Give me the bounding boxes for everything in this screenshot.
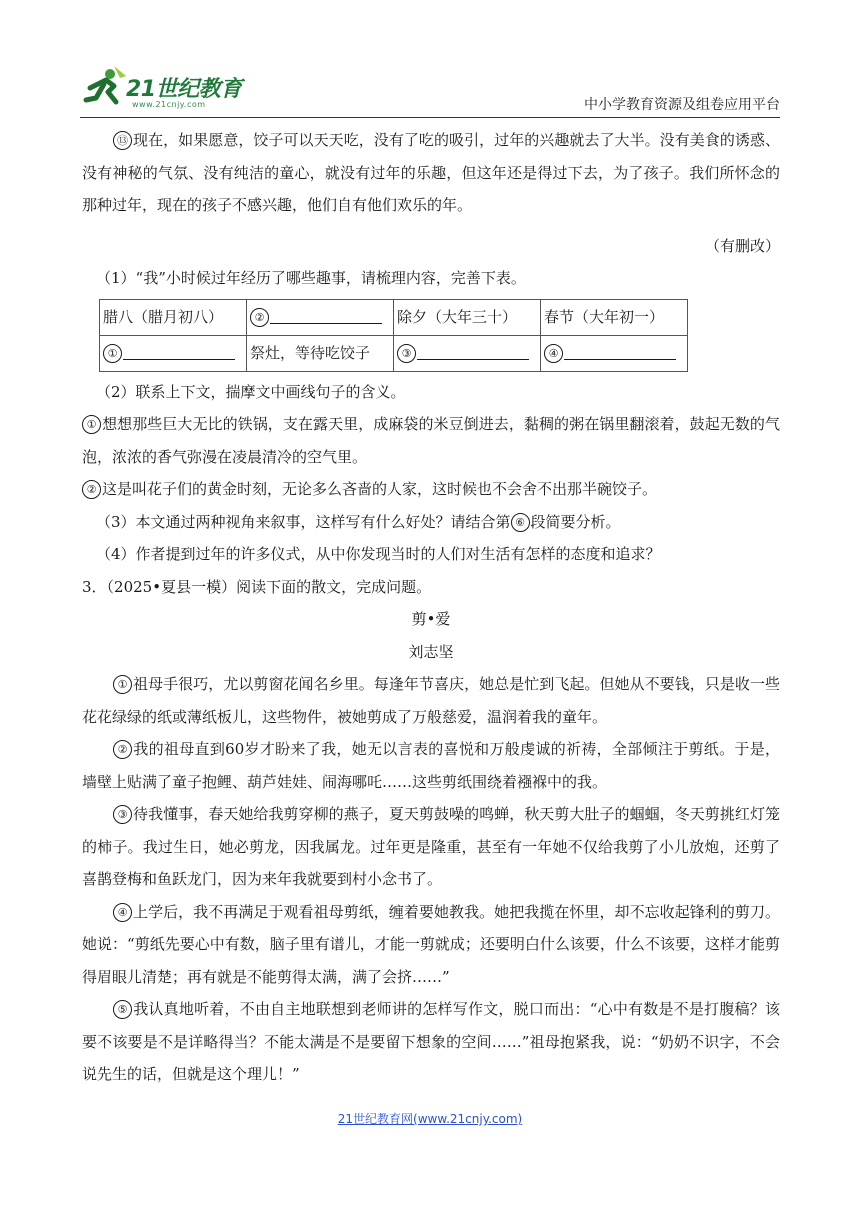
table-cell-blank[interactable] (100, 335, 247, 371)
runner-logo-icon (80, 66, 128, 110)
question-3 (82, 506, 780, 539)
paragraph-text: 待我懂事，春天她给我剪穿柳的燕子，夏天剪鼓噪的鸣蝉，秋天剪大肚子的蝈蝈，冬天剪挑红灯笼的柿子。我过生日，她必剪龙，因我属龙。过年更是隆重，甚至有一年她不仅给我剪了小儿放炮，还剪了喜鹊登梅和鱼跃龙门，因为来年我就要到村小念书了。 (82, 805, 780, 888)
header-divider (80, 117, 780, 118)
table-cell-blank[interactable] (394, 335, 541, 371)
answer-blank[interactable] (123, 339, 235, 360)
paragraph-text: 现在，如果愿意，饺子可以天天吃，没有了吃的吸引，过年的兴趣就去了大半。没有美食的诱惑、没有神秘的气氛、没有纯洁的童心，就没有过年的乐趣，但这年还是得过下去，为了孩子。我们所怀念的那种过年，现在的孩子不感兴趣，他们自有他们欢乐的年。 (82, 131, 780, 214)
answer-table (99, 299, 688, 372)
essay-paragraph (82, 993, 780, 1091)
para-number: ⑤ (113, 1000, 132, 1019)
para-ref-number: ⑥ (511, 513, 530, 532)
essay-paragraph (82, 668, 780, 733)
paragraph-text: 上学后，我不再满足于观看祖母剪纸，缠着要她教我。她把我揽在怀里，却不忘收起锋利的剪刀。她说：“剪纸先要心中有数，脑子里有谱儿，才能一剪就成；还要明白什么该要，什么不该要，这样才能剪得眉眼儿清楚；再有就是不能剪得太满，满了会挤……” (82, 902, 780, 986)
table-cell-blank[interactable] (541, 335, 688, 371)
item-3-heading: 3．（2025•夏县一模）阅读下面的散文，完成问题。 (82, 577, 432, 596)
item-number: ① (82, 415, 101, 434)
para-number: ① (113, 675, 132, 694)
para-number: ③ (113, 805, 132, 824)
footer-link[interactable]: 21世纪教育网(www.21cnjy.com) (337, 1112, 523, 1126)
logo-text: 21世纪教育 (126, 77, 242, 102)
cell-number: ① (103, 344, 122, 363)
answer-blank[interactable] (417, 339, 529, 360)
essay-paragraph (82, 896, 780, 994)
para-number: ④ (113, 903, 132, 922)
question-2: （2）联系上下文，揣摩文中画线句子的含义。 (96, 382, 406, 401)
cell-number: ③ (397, 344, 416, 363)
table-row (100, 299, 688, 335)
essay-title: 剪•爱 (411, 610, 451, 628)
page-header (80, 64, 780, 116)
page-footer (0, 1110, 860, 1127)
essay-paragraphs (82, 668, 780, 1091)
paragraph-13 (82, 124, 780, 222)
para-number: ⑬ (113, 131, 132, 150)
logo-url: www.21cnjy.com (132, 100, 206, 109)
paragraph-text: 我认真地听着，不由自主地联想到老师讲的怎样写作文，脱口而出：“心中有数是不是打腹稿？该要不该要是不是详略得当？不能太满是不是要留下想象的空间……”祖母抱紧我，说：“奶奶不识字，不会说先生的话，但就是这个理儿！” (82, 1000, 780, 1083)
table-cell: 腊八（腊月初八） (100, 299, 247, 335)
question-2b (82, 473, 780, 506)
essay-paragraph (82, 733, 780, 798)
site-logo[interactable] (80, 64, 260, 112)
question-text: （3）本文通过两种视角来叙事，这样写有什么好处？请结合第 (96, 512, 511, 531)
document-body (82, 124, 780, 1091)
question-2a (82, 408, 780, 473)
essay-author: 刘志坚 (408, 642, 454, 661)
table-cell: 祭灶，等待吃饺子 (247, 335, 394, 371)
question-text: 这是叫花子们的黄金时刻，无论多么吝啬的人家，这时候也不会舍不出那半碗饺子。 (102, 480, 658, 498)
essay-paragraph (82, 798, 780, 896)
question-text: 段简要分析。 (530, 512, 621, 531)
para-number: ② (113, 740, 132, 759)
table-cell: 除夕（大年三十） (394, 299, 541, 335)
question-4: （4）作者提到过年的许多仪式，从中你发现当时的人们对生活有怎样的态度和追求？ (96, 545, 661, 563)
answer-blank[interactable] (270, 303, 382, 324)
table-cell-blank[interactable] (247, 299, 394, 335)
platform-title: 中小学教育资源及组卷应用平台 (584, 97, 780, 113)
item-number: ② (82, 480, 101, 499)
table-cell: 春节（大年初一） (541, 299, 688, 335)
answer-blank[interactable] (564, 339, 676, 360)
source-note: （有删改） (704, 236, 780, 255)
question-1: （1）“我”小时候过年经历了哪些趣事，请梳理内容，完善下表。 (96, 269, 526, 287)
paragraph-text: 祖母手很巧，尤以剪窗花闻名乡里。每逢年节喜庆，她总是忙到飞起。但她从不要钱，只是收一些花花绿绿的纸或薄纸板儿，这些物件，被她剪成了万般慈爱，温润着我的童年。 (82, 675, 780, 726)
question-text: 想想那些巨大无比的铁锅，支在露天里，成麻袋的米豆倒进去，黏稠的粥在锅里翻滚着，鼓起无数的气泡，浓浓的香气弥漫在凌晨清冷的空气里。 (82, 415, 780, 466)
cell-number: ② (250, 308, 269, 327)
table-row (100, 335, 688, 371)
paragraph-text: 我的祖母直到60岁才盼来了我，她无以言表的喜悦和万般虔诚的祈祷，全部倾注于剪纸。于是，墙壁上贴满了童子抱鲤、葫芦娃娃、闹海哪吒……这些剪纸围绕着襁褓中的我。 (82, 740, 780, 791)
cell-number: ④ (544, 344, 563, 363)
